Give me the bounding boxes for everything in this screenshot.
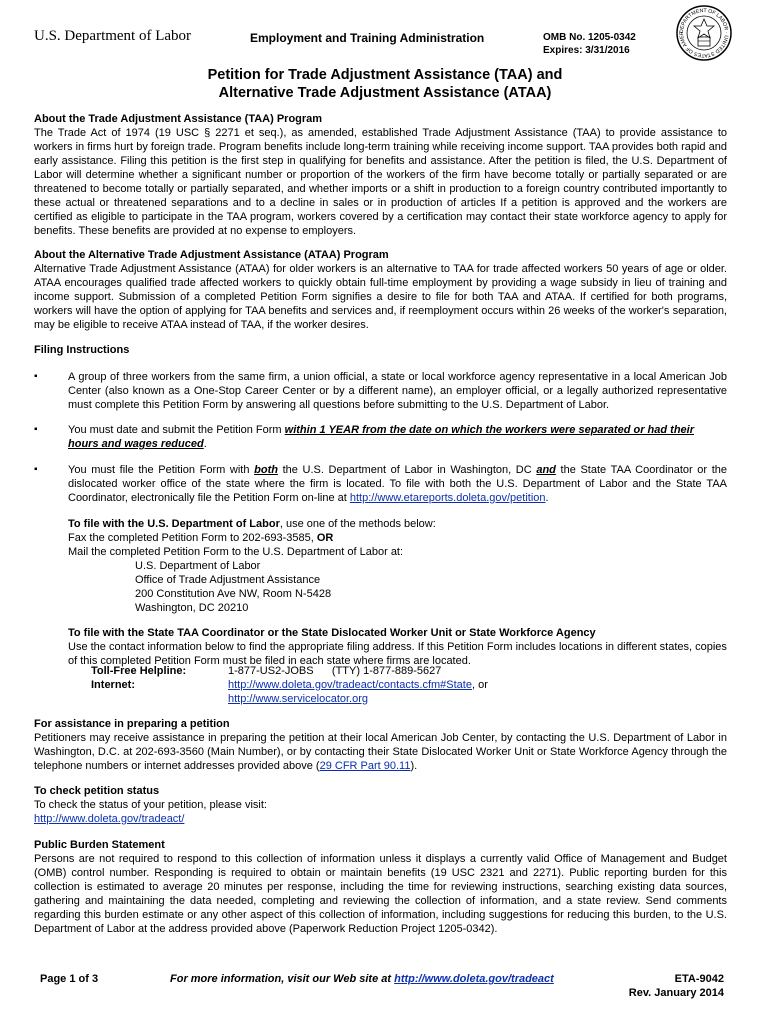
dol-seal-icon — [676, 5, 732, 61]
assistance-heading: For assistance in preparing a petition — [34, 718, 230, 730]
assistance-text: Petitioners may receive assistance in preparing the petition at their local American Job Center, by contacting the U.S. Department of Labor in Washington, D.C. at 202-693-3560 (Main Number), or by contacting their State Dislocated Worker Unit or State Workforce Agency through the telephone numbers or internet addresses provided above ( — [34, 732, 727, 772]
assistance-text-end: ). — [410, 760, 418, 772]
filing-bullet-3 — [68, 463, 727, 505]
department-name: U.S. Department of Labor — [34, 28, 192, 44]
omb-number: OMB No. 1205-0342 — [543, 32, 636, 43]
bullet-icon: ▪ — [34, 371, 38, 382]
document-title-line-1: Petition for Trade Adjustment Assistance (TAA) and — [207, 67, 563, 83]
assistance-body — [34, 731, 727, 773]
dol-filing-heading-bold: To file with the U.S. Department of Labor — [68, 518, 280, 530]
filing-bullet-3-end: . — [545, 492, 549, 504]
burden-heading: Public Burden Statement — [34, 839, 165, 851]
footer-info — [170, 972, 554, 986]
fax-instruction — [68, 531, 333, 545]
state-filing-heading: To file with the State TAA Coordinator or the State Dislocated Worker Unit or State Workforce Agency — [68, 627, 596, 639]
dol-filing-heading — [68, 517, 436, 531]
internet-value — [228, 678, 488, 692]
ataa-heading: About the Alternative Trade Adjustment Assistance (ATAA) Program — [34, 249, 389, 261]
fax-text: Fax the completed Petition Form to 202-693-3585, — [68, 532, 317, 544]
status-heading: To check petition status — [34, 785, 160, 797]
dol-filing-heading-rest: , use one of the methods below: — [279, 518, 436, 530]
tradeact-status-link[interactable]: http://www.doleta.gov/tradeact/ — [34, 813, 185, 825]
ataa-body: Alternative Trade Adjustment Assistance (ATAA) for older workers is an alternative to TAA for trade affected workers 50 years of age or older. ATAA encourages qualified trade affected workers to quickly obtain full-time employment by providing a wage subsidy in lieu of training and income support. Submission of a completed Petition Form signifies a desire to file for both TAA and ATAA. If certified for both programs, workers will have the option of applying for TAA benefits and services and, if reemployment occurs within 26 weeks of the worker's separation, may be eligible to receive ATAA instead of TAA, if the worker desires. — [34, 263, 727, 331]
document-title-line-2: Alternative Trade Adjustment Assistance (ATAA) — [218, 85, 552, 101]
taa-heading: About the Trade Adjustment Assistance (TAA) Program — [34, 113, 323, 125]
mail-instruction: Mail the completed Petition Form to the U.S. Department of Labor at: — [68, 546, 404, 558]
state-filing-body: Use the contact information below to find the appropriate filing address. If this Petition Form includes locations in different states, copies of this completed Petition Form must be filed in each state where firms are located. — [68, 641, 727, 667]
address-line-1: U.S. Department of Labor — [135, 560, 261, 572]
cfr-link[interactable]: 29 CFR Part 90.11 — [319, 760, 411, 772]
burden-body: Persons are not required to respond to this collection of information unless it displays a currently valid Office of Management and Budget (OMB) control number. Responding is required to obtain or maintain benefits (19 USC 2321 and 2271). Public reporting burden for this collection is estimated to average 20 minutes per response, including the time for reviewing instructions, searching existing data sources, gathering and maintaining the data needed, completing and reviewing the collection of information, and a state review. Send comments regarding this burden estimate or any other aspect of this collection of information, including suggestions for reducing this burden, to the U.S. Department of Labor at the address provided above (Paperwork Reduction Project 1205-0342). — [34, 853, 727, 935]
toll-free-label: Toll-Free Helpline: — [91, 665, 187, 677]
form-number: ETA-9042 — [674, 973, 724, 985]
svg-text:DEPARTMENT OF LABOR · UNITED S: DEPARTMENT OF LABOR · UNITED STATES OF AMER — [678, 7, 730, 59]
internet-label: Internet: — [91, 679, 135, 691]
footer-info-text: For more information, visit our Web site at — [170, 973, 395, 985]
revision-date: Rev. January 2014 — [628, 987, 724, 999]
filing-bullet-3-text-b: the U.S. Department of Labor in Washington, DC — [277, 464, 537, 476]
deadline-emphasis: within 1 YEAR from the date on which the workers were separated or had their hours and wages reduced — [68, 424, 694, 450]
page-number: Page 1 of 3 — [40, 973, 99, 985]
filing-bullet-1: A group of three workers from the same firm, a union official, a state or local workforce agency representative in a local American Job Center (also known as a One-Stop Career Center or by a different name), an employer official, or a legally authorized representative must complete this Petition Form by answering all questions before submitting to the U.S. Department of Labor. — [68, 371, 727, 411]
filing-instructions-heading: Filing Instructions — [34, 344, 130, 356]
expiration-date: Expires: 3/31/2016 — [543, 45, 630, 56]
status-body: To check the status of your petition, please visit: — [34, 799, 267, 811]
bullet-icon: ▪ — [34, 424, 38, 435]
filing-bullet-3-text-a: You must file the Petition Form with — [68, 464, 255, 476]
toll-free-value: 1-877-US2-JOBS (TTY) 1-877-889-5627 — [228, 665, 442, 677]
service-locator-link[interactable]: http://www.servicelocator.org — [228, 693, 369, 705]
taa-body: The Trade Act of 1974 (19 USC § 2271 et seq.), as amended, established Trade Adjustment Assistance (TAA) to provide assistance to workers in firms hurt by foreign trade. Program benefits include long-term training while receiving income support. TAA provides both rapid and early assistance. Filing this petition is the first step in qualifying for benefits and assistance. After the petition is filed, the U.S. Department of Labor will determine whether a significant number or proportion of the workers of the firm have become totally or partially separated or are threatened to become totally or partially separated, and whether imports or a shift in production to a foreign country contributed importantly to these actual or threatened separations and to a decline in sales or in production of articles If a petition is approved and the workers are certified as eligible to participate in the TAA program, workers covered by a certification may contact their state workforce agency to apply for benefits. These benefits are provided at no expense to employers. — [34, 127, 727, 237]
filing-bullet-3-text-c: the State TAA Coordinator or the dislocated worker office of the state where the firm is located. To file with both the U.S. Department of Labor and the State TAA Coordinator, electronically file the Petition Form on-line at — [68, 464, 728, 504]
filing-bullet-2-text: You must date and submit the Petition Form — [68, 424, 285, 436]
etareports-petition-link[interactable]: http://www.etareports.doleta.gov/petition — [349, 492, 546, 504]
state-contacts-link[interactable]: http://www.doleta.gov/tradeact/contacts.cfm#State — [228, 679, 472, 691]
filing-bullet-2-end: . — [203, 438, 207, 450]
internet-or: , or — [471, 679, 488, 691]
and-emphasis: and — [536, 464, 556, 476]
address-line-2: Office of Trade Adjustment Assistance — [135, 574, 321, 586]
footer-website-link[interactable]: http://www.doleta.gov/tradeact — [394, 973, 554, 985]
agency-name: Employment and Training Administration — [250, 31, 485, 45]
bullet-icon: ▪ — [34, 464, 38, 475]
both-emphasis: both — [254, 464, 278, 476]
address-line-3: 200 Constitution Ave NW, Room N-5428 — [135, 588, 332, 600]
address-line-4: Washington, DC 20210 — [135, 602, 249, 614]
fax-or: OR — [316, 532, 334, 544]
filing-bullet-2 — [68, 423, 727, 451]
